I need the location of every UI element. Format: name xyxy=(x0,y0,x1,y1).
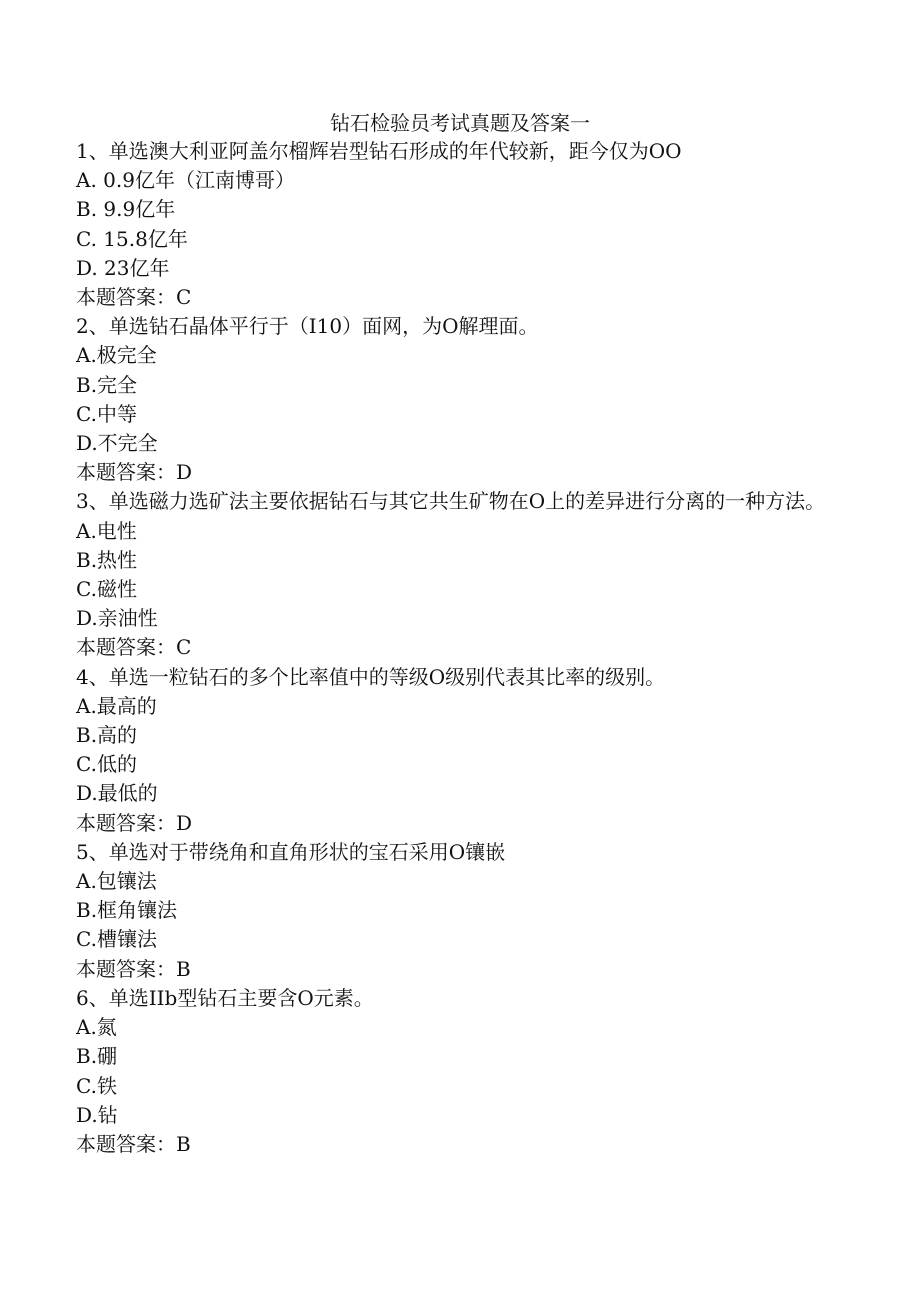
question-block xyxy=(76,984,836,1159)
answer-line: 本题答案：B xyxy=(76,956,191,981)
question-list xyxy=(76,137,836,1159)
option-b: B.完全 xyxy=(76,372,138,397)
option-c: C.铁 xyxy=(76,1073,117,1098)
option-c: C.槽镶法 xyxy=(76,927,157,952)
question-stem: 6、单选IIb型钻石主要含O元素。 xyxy=(76,985,374,1010)
question-stem: 1、单选澳大利亚阿盖尔榴辉岩型钻石形成的年代较新，距今仅为OO xyxy=(76,139,682,163)
option-c: C. 15.8亿年 xyxy=(76,226,188,251)
option-c: C.磁性 xyxy=(76,577,137,602)
option-b: B.高的 xyxy=(76,723,138,748)
option-a: A.极完全 xyxy=(76,343,157,368)
option-a: A. 0.9亿年（江南博哥） xyxy=(76,168,295,193)
answer-line: 本题答案：D xyxy=(76,810,193,835)
option-b: B.硼 xyxy=(76,1044,118,1069)
option-d: D.钻 xyxy=(76,1102,118,1127)
answer-line: 本题答案：C xyxy=(76,635,192,660)
option-b: B.热性 xyxy=(76,547,138,572)
question-block xyxy=(76,487,836,662)
option-d: D.最低的 xyxy=(76,781,158,806)
answer-line: 本题答案：D xyxy=(76,460,193,485)
option-d: D.不完全 xyxy=(76,431,158,456)
question-block xyxy=(76,663,836,838)
question-stem: 4、单选一粒钻石的多个比率值中的等级O级别代表其比率的级别。 xyxy=(76,664,666,689)
option-c: C.低的 xyxy=(76,752,137,777)
option-c: C.中等 xyxy=(76,401,137,426)
option-a: A.最高的 xyxy=(76,693,157,718)
question-block xyxy=(76,838,836,984)
option-b: B. 9.9亿年 xyxy=(76,197,176,222)
option-a: A.电性 xyxy=(76,518,137,543)
question-stem: 5、单选对于带绕角和直角形状的宝石采用O镶嵌 xyxy=(76,839,506,864)
question-block xyxy=(76,137,836,312)
option-d: D. 23亿年 xyxy=(76,255,170,280)
question-stem: 2、单选钻石晶体平行于（I10）面网，为O解理面。 xyxy=(76,314,539,339)
option-a: A.氮 xyxy=(76,1015,117,1040)
option-b: B.框角镶法 xyxy=(76,898,178,923)
document-title: 钻石检验员考试真题及答案一 xyxy=(330,111,590,135)
option-d: D.亲油性 xyxy=(76,606,158,631)
answer-line: 本题答案：B xyxy=(76,1131,191,1156)
question-block xyxy=(76,312,836,487)
answer-line: 本题答案：C xyxy=(76,285,192,310)
option-a: A.包镶法 xyxy=(76,869,157,894)
question-stem: 3、单选磁力选矿法主要依据钻石与其它共生矿物在O上的差异进行分离的一种方法。 xyxy=(76,489,826,514)
